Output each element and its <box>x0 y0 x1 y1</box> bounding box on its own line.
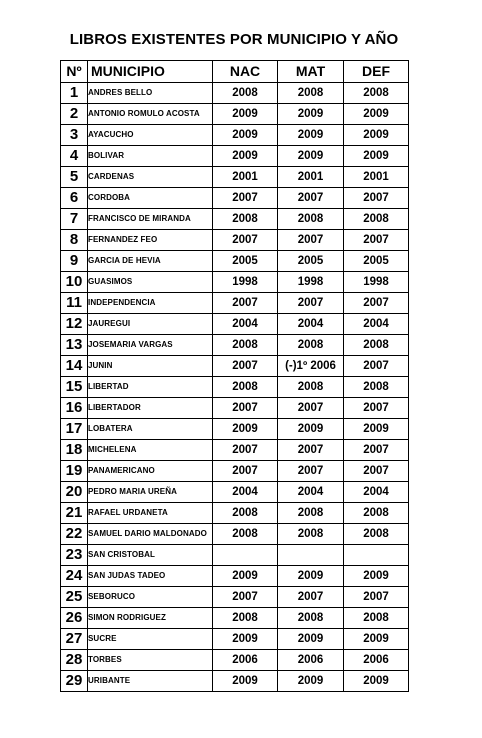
def-cell: 2008 <box>344 335 409 356</box>
row-number: 19 <box>61 461 88 482</box>
table-row <box>61 419 409 440</box>
nac-cell: 2006 <box>213 650 278 671</box>
nac-cell <box>213 545 278 566</box>
row-number: 9 <box>61 251 88 272</box>
table-row <box>61 335 409 356</box>
row-number: 1 <box>61 83 88 104</box>
table-row <box>61 356 409 377</box>
row-number: 7 <box>61 209 88 230</box>
nac-cell: 2008 <box>213 83 278 104</box>
table-header <box>61 61 409 83</box>
table-row <box>61 125 409 146</box>
nac-cell: 2001 <box>213 167 278 188</box>
page-title: LIBROS EXISTENTES POR MUNICIPIO Y AÑO <box>69 31 399 48</box>
mat-cell: 2008 <box>278 83 344 104</box>
municipio-cell: INDEPENDENCIA <box>88 293 213 314</box>
mat-cell: 2009 <box>278 566 344 587</box>
mat-cell: 2005 <box>278 251 344 272</box>
mat-cell: 2008 <box>278 503 344 524</box>
def-cell: 2007 <box>344 587 409 608</box>
def-cell: 2009 <box>344 566 409 587</box>
def-cell: 2009 <box>344 671 409 692</box>
table-row <box>61 503 409 524</box>
row-number: 21 <box>61 503 88 524</box>
row-number: 10 <box>61 272 88 293</box>
mat-cell: 2007 <box>278 230 344 251</box>
def-cell: 2009 <box>344 629 409 650</box>
mat-cell: 2007 <box>278 440 344 461</box>
municipio-cell: LIBERTAD <box>88 377 213 398</box>
nac-cell: 2008 <box>213 503 278 524</box>
municipio-cell: SEBORUCO <box>88 587 213 608</box>
def-cell: 2009 <box>344 419 409 440</box>
def-cell: 2007 <box>344 398 409 419</box>
municipio-cell: AYACUCHO <box>88 125 213 146</box>
mat-cell: 1998 <box>278 272 344 293</box>
municipio-cell: PEDRO MARIA UREÑA <box>88 482 213 503</box>
row-number: 25 <box>61 587 88 608</box>
mat-cell: 2008 <box>278 209 344 230</box>
nac-cell: 2008 <box>213 608 278 629</box>
def-cell: 2009 <box>344 125 409 146</box>
row-number: 28 <box>61 650 88 671</box>
table-row <box>61 314 409 335</box>
municipio-cell: MICHELENA <box>88 440 213 461</box>
nac-cell: 2008 <box>213 335 278 356</box>
row-number: 29 <box>61 671 88 692</box>
table-row <box>61 188 409 209</box>
row-number: 15 <box>61 377 88 398</box>
nac-cell: 2008 <box>213 377 278 398</box>
def-cell: 2007 <box>344 293 409 314</box>
nac-cell: 2007 <box>213 188 278 209</box>
nac-cell: 2009 <box>213 419 278 440</box>
mat-cell: (-)1º 2006 <box>278 356 344 377</box>
table-row <box>61 650 409 671</box>
table-body <box>61 83 409 692</box>
municipio-cell: RAFAEL URDANETA <box>88 503 213 524</box>
def-cell: 2006 <box>344 650 409 671</box>
municipio-cell: ANTONIO ROMULO ACOSTA <box>88 104 213 125</box>
municipio-cell: CORDOBA <box>88 188 213 209</box>
municipio-cell: LIBERTADOR <box>88 398 213 419</box>
municipio-cell: SUCRE <box>88 629 213 650</box>
row-number: 27 <box>61 629 88 650</box>
row-number: 6 <box>61 188 88 209</box>
def-cell: 2007 <box>344 461 409 482</box>
nac-cell: 2007 <box>213 293 278 314</box>
mat-cell: 2007 <box>278 461 344 482</box>
table-row <box>61 587 409 608</box>
row-number: 24 <box>61 566 88 587</box>
table-row <box>61 146 409 167</box>
municipio-cell: LOBATERA <box>88 419 213 440</box>
nac-cell: 2009 <box>213 125 278 146</box>
municipio-cell: FERNANDEZ FEO <box>88 230 213 251</box>
table-row <box>61 272 409 293</box>
municipio-cell: JAUREGUI <box>88 314 213 335</box>
def-cell: 1998 <box>344 272 409 293</box>
municipio-cell: PANAMERICANO <box>88 461 213 482</box>
mat-cell: 2009 <box>278 419 344 440</box>
municipio-cell: JUNIN <box>88 356 213 377</box>
mat-cell: 2007 <box>278 188 344 209</box>
mat-cell: 2007 <box>278 587 344 608</box>
column-header-def: DEF <box>344 61 409 83</box>
books-table <box>60 60 409 692</box>
def-cell: 2005 <box>344 251 409 272</box>
municipio-cell: GARCIA DE HEVIA <box>88 251 213 272</box>
column-header-municipio: MUNICIPIO <box>88 61 213 83</box>
municipio-cell: JOSEMARIA VARGAS <box>88 335 213 356</box>
def-cell: 2009 <box>344 104 409 125</box>
row-number: 20 <box>61 482 88 503</box>
row-number: 17 <box>61 419 88 440</box>
nac-cell: 2007 <box>213 440 278 461</box>
row-number: 12 <box>61 314 88 335</box>
nac-cell: 2009 <box>213 104 278 125</box>
mat-cell <box>278 545 344 566</box>
table-row <box>61 398 409 419</box>
table-row <box>61 209 409 230</box>
column-header-nac: NAC <box>213 61 278 83</box>
table-row <box>61 293 409 314</box>
nac-cell: 2007 <box>213 587 278 608</box>
def-cell: 2008 <box>344 503 409 524</box>
mat-cell: 2006 <box>278 650 344 671</box>
def-cell: 2004 <box>344 314 409 335</box>
municipio-cell: SAN JUDAS TADEO <box>88 566 213 587</box>
def-cell: 2008 <box>344 608 409 629</box>
mat-cell: 2001 <box>278 167 344 188</box>
header-row <box>61 61 409 83</box>
table-row <box>61 104 409 125</box>
mat-cell: 2009 <box>278 671 344 692</box>
mat-cell: 2004 <box>278 314 344 335</box>
nac-cell: 2009 <box>213 629 278 650</box>
row-number: 13 <box>61 335 88 356</box>
mat-cell: 2008 <box>278 377 344 398</box>
table-row <box>61 566 409 587</box>
nac-cell: 2004 <box>213 482 278 503</box>
def-cell: 2008 <box>344 377 409 398</box>
municipio-cell: URIBANTE <box>88 671 213 692</box>
municipio-cell: BOLIVAR <box>88 146 213 167</box>
municipio-cell: SIMON RODRIGUEZ <box>88 608 213 629</box>
mat-cell: 2008 <box>278 335 344 356</box>
def-cell: 2007 <box>344 230 409 251</box>
municipio-cell: GUASIMOS <box>88 272 213 293</box>
nac-cell: 2007 <box>213 461 278 482</box>
nac-cell: 2008 <box>213 524 278 545</box>
nac-cell: 2008 <box>213 209 278 230</box>
table-row <box>61 482 409 503</box>
def-cell: 2001 <box>344 167 409 188</box>
table-row <box>61 524 409 545</box>
mat-cell: 2008 <box>278 524 344 545</box>
mat-cell: 2004 <box>278 482 344 503</box>
table-row <box>61 377 409 398</box>
nac-cell: 2007 <box>213 398 278 419</box>
nac-cell: 2009 <box>213 146 278 167</box>
row-number: 2 <box>61 104 88 125</box>
def-cell: 2008 <box>344 83 409 104</box>
table-row <box>61 608 409 629</box>
column-header-number: Nº <box>61 61 88 83</box>
def-cell: 2008 <box>344 524 409 545</box>
table-row <box>61 545 409 566</box>
def-cell: 2007 <box>344 356 409 377</box>
mat-cell: 2007 <box>278 398 344 419</box>
row-number: 16 <box>61 398 88 419</box>
municipio-cell: FRANCISCO DE MIRANDA <box>88 209 213 230</box>
table-row <box>61 230 409 251</box>
def-cell: 2008 <box>344 209 409 230</box>
nac-cell: 2009 <box>213 566 278 587</box>
table-row <box>61 629 409 650</box>
row-number: 11 <box>61 293 88 314</box>
column-header-mat: MAT <box>278 61 344 83</box>
nac-cell: 2007 <box>213 230 278 251</box>
table-row <box>61 83 409 104</box>
def-cell: 2007 <box>344 440 409 461</box>
def-cell <box>344 545 409 566</box>
table-row <box>61 461 409 482</box>
municipio-cell: TORBES <box>88 650 213 671</box>
mat-cell: 2009 <box>278 125 344 146</box>
mat-cell: 2007 <box>278 293 344 314</box>
nac-cell: 2009 <box>213 671 278 692</box>
municipio-cell: SAN CRISTOBAL <box>88 545 213 566</box>
row-number: 22 <box>61 524 88 545</box>
nac-cell: 2004 <box>213 314 278 335</box>
row-number: 5 <box>61 167 88 188</box>
mat-cell: 2008 <box>278 608 344 629</box>
mat-cell: 2009 <box>278 146 344 167</box>
row-number: 14 <box>61 356 88 377</box>
nac-cell: 2005 <box>213 251 278 272</box>
nac-cell: 2007 <box>213 356 278 377</box>
row-number: 18 <box>61 440 88 461</box>
mat-cell: 2009 <box>278 629 344 650</box>
table-row <box>61 440 409 461</box>
def-cell: 2004 <box>344 482 409 503</box>
row-number: 8 <box>61 230 88 251</box>
def-cell: 2009 <box>344 146 409 167</box>
table-row <box>61 167 409 188</box>
mat-cell: 2009 <box>278 104 344 125</box>
row-number: 26 <box>61 608 88 629</box>
row-number: 23 <box>61 545 88 566</box>
municipio-cell: CARDENAS <box>88 167 213 188</box>
table-row <box>61 671 409 692</box>
row-number: 3 <box>61 125 88 146</box>
municipio-cell: ANDRES BELLO <box>88 83 213 104</box>
def-cell: 2007 <box>344 188 409 209</box>
municipio-cell: SAMUEL DARIO MALDONADO <box>88 524 213 545</box>
nac-cell: 1998 <box>213 272 278 293</box>
table-row <box>61 251 409 272</box>
row-number: 4 <box>61 146 88 167</box>
